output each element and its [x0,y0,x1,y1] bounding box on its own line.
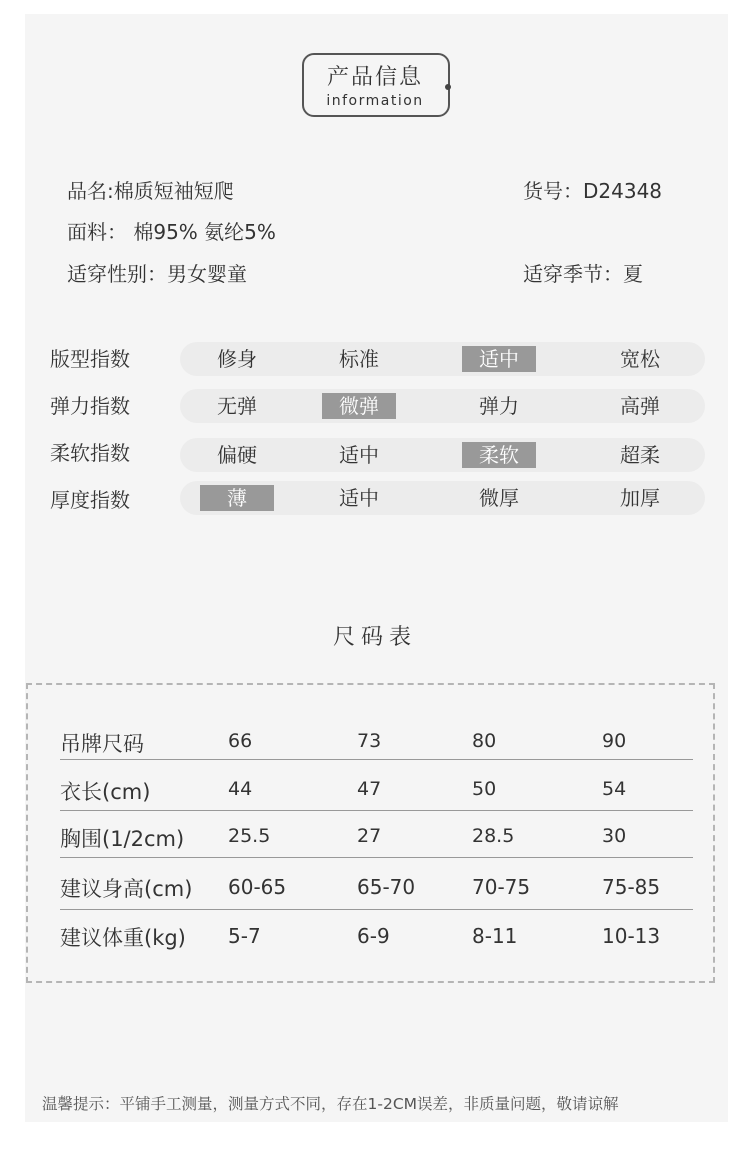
size-cell: 54 [602,778,627,800]
size-cell: 25.5 [228,825,271,847]
row-divider [60,909,693,910]
index-label: 弹力指数 [50,394,130,418]
size-cell: 30 [602,825,627,847]
size-cell: 5-7 [228,924,261,948]
size-row-label: 衣长(cm) [60,780,151,804]
size-row-label: 建议身高(cm) [60,877,193,901]
item-number: 货号：D24348 [523,179,663,203]
size-cell: 27 [357,825,382,847]
index-label: 版型指数 [50,347,130,371]
index-option-selected: 适中 [462,346,536,372]
index-option: 适中 [339,486,379,510]
index-option: 超柔 [620,443,660,467]
size-cell: 47 [357,778,382,800]
index-option-selected: 微弹 [322,393,396,419]
size-cell: 80 [472,730,497,752]
product-name: 品名:棉质短袖短爬 [67,179,234,203]
measurement-note: 温馨提示：平铺手工测量，测量方式不同，存在1-2CM误差，非质量问题，敬请谅解 [42,1095,619,1113]
index-label: 柔软指数 [50,441,130,465]
row-divider [60,759,693,760]
size-cell: 66 [228,730,253,752]
row-divider [60,857,693,858]
size-cell: 10-13 [602,924,661,948]
index-option: 加厚 [620,486,660,510]
size-row-label: 吊牌尺码 [60,732,144,756]
section-title: 产品信息 [326,65,423,90]
index-option: 宽松 [620,347,660,371]
index-option: 弹力 [479,394,519,418]
size-cell: 70-75 [472,875,531,899]
section-subtitle: information [326,93,424,109]
size-cell: 28.5 [472,825,515,847]
index-option: 标准 [339,347,379,371]
size-cell: 75-85 [602,875,661,899]
size-cell: 8-11 [472,924,518,948]
size-cell: 60-65 [228,875,287,899]
row-divider [60,810,693,811]
gender: 适穿性别：男女婴童 [67,262,247,286]
size-row-label: 建议体重(kg) [60,926,186,950]
index-option: 微厚 [479,486,519,510]
size-cell: 65-70 [357,875,416,899]
size-cell: 6-9 [357,924,390,948]
size-cell: 73 [357,730,382,752]
index-option: 偏硬 [217,443,257,467]
index-option-selected: 薄 [200,485,274,511]
index-option: 适中 [339,443,379,467]
fabric: 面料： 棉95% 氨纶5% [67,220,276,244]
size-cell: 50 [472,778,497,800]
size-cell: 90 [602,730,627,752]
size-cell: 44 [228,778,253,800]
index-option: 高弹 [620,394,660,418]
size-chart-title: 尺码表 [332,625,417,650]
index-option: 无弹 [217,394,257,418]
size-row-label: 胸围(1/2cm) [60,827,185,851]
index-option-selected: 柔软 [462,442,536,468]
season: 适穿季节：夏 [523,262,643,286]
index-label: 厚度指数 [50,488,130,512]
index-option: 修身 [217,347,257,371]
